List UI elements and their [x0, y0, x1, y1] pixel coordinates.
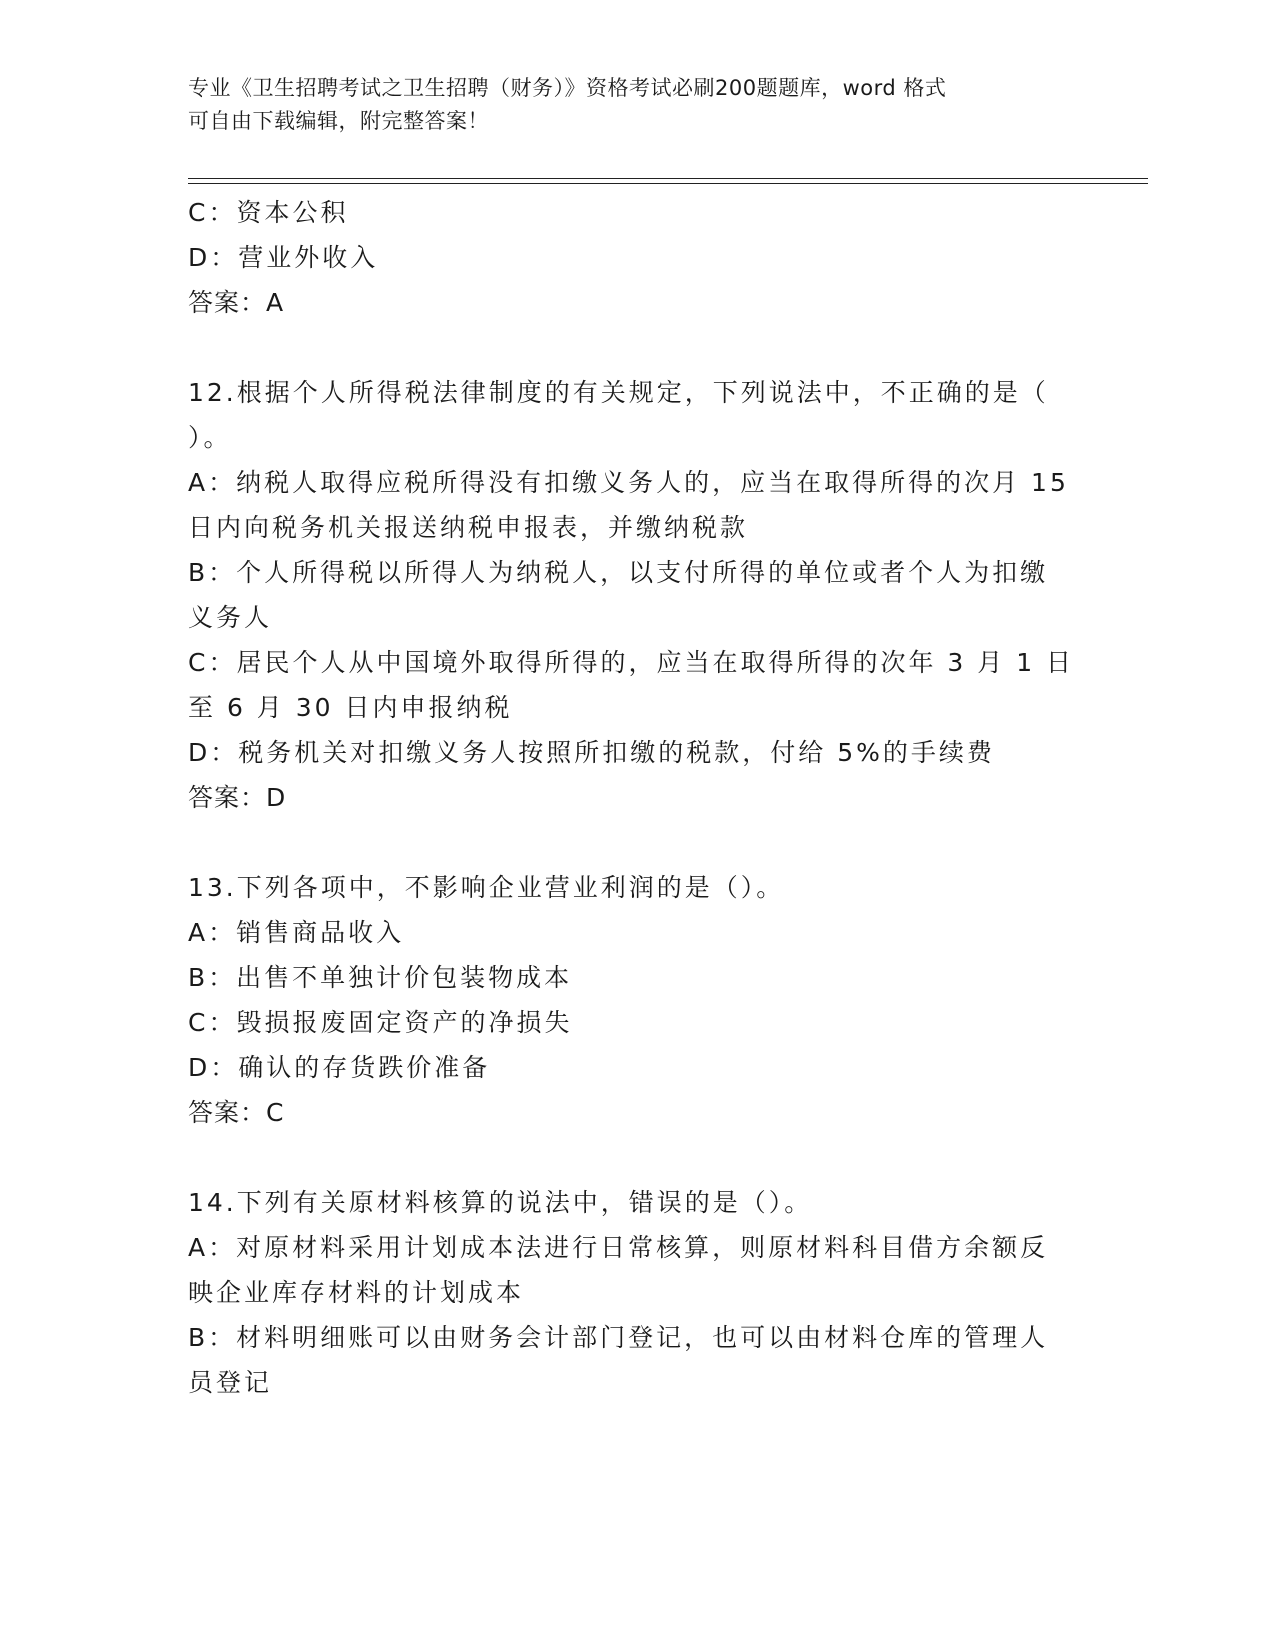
spacer: [188, 820, 1088, 865]
option-c: C：毁损报废固定资产的净损失: [188, 1008, 573, 1037]
option-d: D：确认的存货跌价准备: [188, 1053, 491, 1082]
question-text-cont: ）。: [188, 423, 232, 452]
option-b: B：出售不单独计价包装物成本: [188, 963, 573, 992]
answer: 答案：D: [188, 783, 287, 812]
option-c: C：资本公积: [188, 198, 349, 227]
option-b-cont: 义务人: [188, 603, 273, 632]
option-c: C：居民个人从中国境外取得所得的，应当在取得所得的次年 3 月 1 日: [188, 648, 1075, 677]
option-a: A：销售商品收入: [188, 918, 405, 947]
document-body: [188, 190, 1088, 1405]
question-12: [188, 370, 1088, 820]
option-b-cont: 员登记: [188, 1368, 273, 1397]
question-13: [188, 865, 1088, 1135]
spacer: [188, 1135, 1088, 1180]
answer: 答案：C: [188, 1098, 285, 1127]
option-d: D：税务机关对扣缴义务人按照所扣缴的税款，付给 5%的手续费: [188, 738, 995, 767]
option-a: A：对原材料采用计划成本法进行日常核算，则原材料科目借方余额反: [188, 1233, 1049, 1262]
option-b: B：个人所得税以所得人为纳税人，以支付所得的单位或者个人为扣缴: [188, 558, 1049, 587]
header-line-2: 可自由下载编辑，附完整答案！: [188, 109, 489, 133]
question-text: 14.下列有关原材料核算的说法中，错误的是（）。: [188, 1188, 813, 1217]
question-text: 12.根据个人所得税法律制度的有关规定，下列说法中，不正确的是（: [188, 378, 1049, 407]
option-c-cont: 至 6 月 30 日内申报纳税: [188, 693, 513, 722]
option-d: D：营业外收入: [188, 243, 379, 272]
header-divider-top: [188, 178, 1148, 179]
option-b: B：材料明细账可以由财务会计部门登记，也可以由材料仓库的管理人: [188, 1323, 1049, 1352]
option-a-cont: 映企业库存材料的计划成本: [188, 1278, 525, 1307]
spacer: [188, 325, 1088, 370]
document-header: [188, 72, 1068, 138]
question-text: 13.下列各项中，不影响企业营业利润的是（）。: [188, 873, 785, 902]
answer: 答案：A: [188, 288, 285, 317]
header-line-1: 专业《卫生招聘考试之卫生招聘（财务）》资格考试必刷200题题库，word 格式: [188, 76, 947, 100]
question-14: [188, 1180, 1088, 1405]
option-a-cont: 日内向税务机关报送纳税申报表，并缴纳税款: [188, 513, 749, 542]
question-11-tail: [188, 190, 1088, 325]
option-a: A：纳税人取得应税所得没有扣缴义务人的，应当在取得所得的次月 15: [188, 468, 1069, 497]
header-divider-bottom: [188, 183, 1148, 184]
